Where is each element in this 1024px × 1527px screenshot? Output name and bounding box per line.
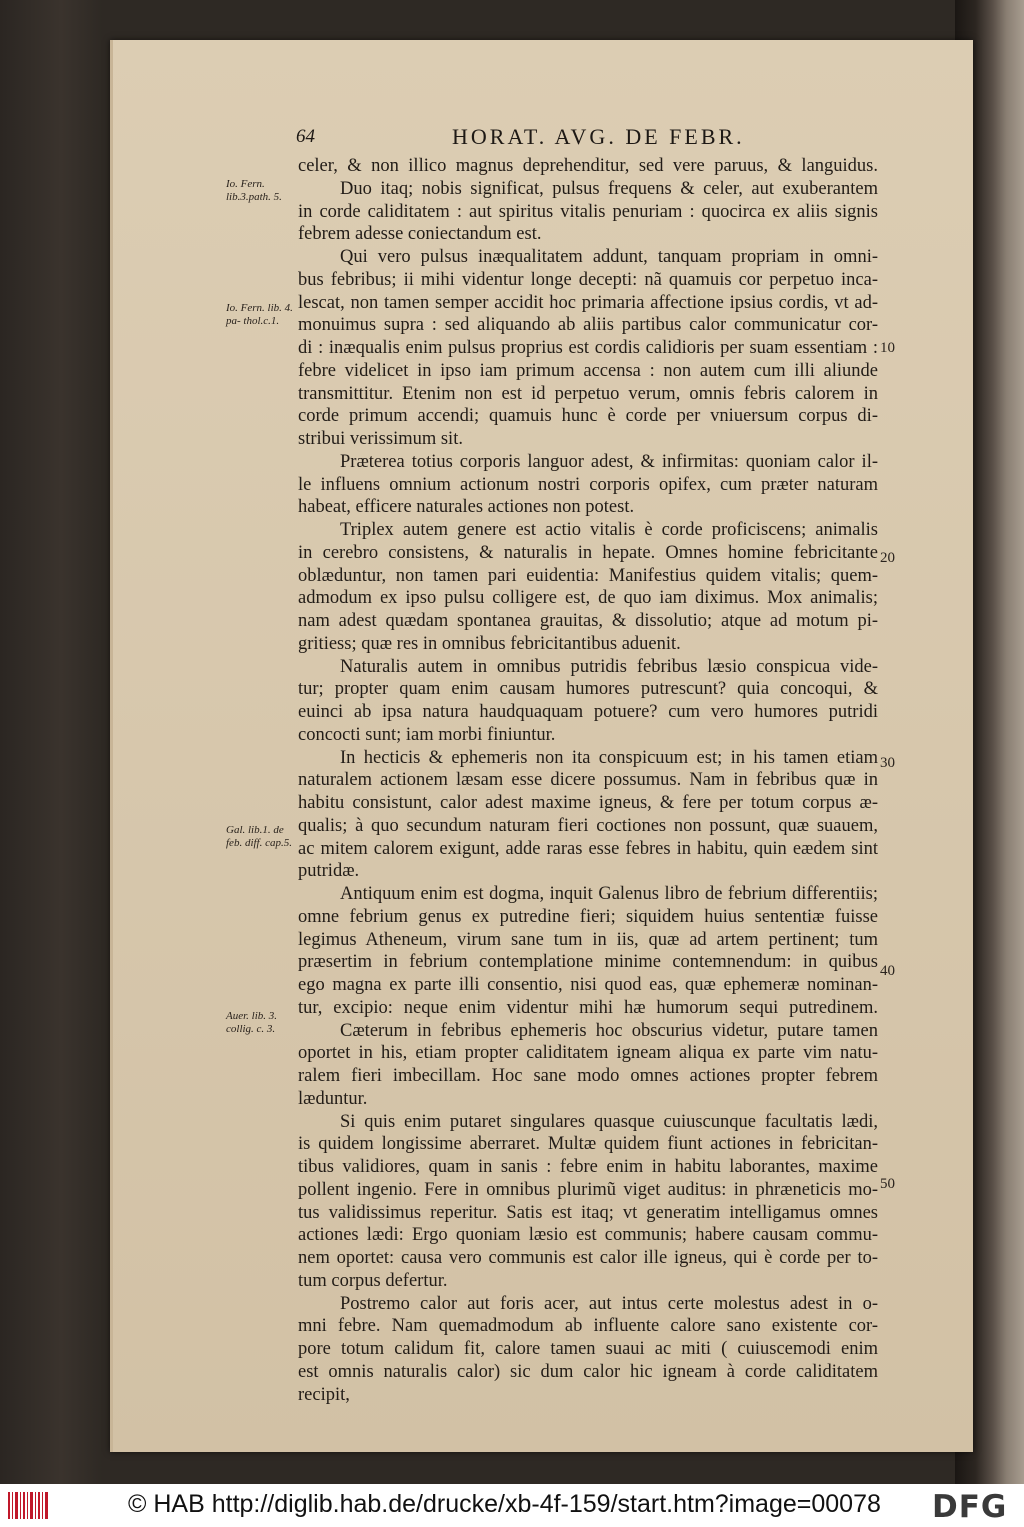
text-line: Triplex autem genere est actio vitalis è corde proficiscens; animalis <box>340 520 878 540</box>
text-line: omne febrium genus ex putredine fieri; siquidem huius sententiæ fuisse <box>298 906 878 927</box>
text-line: celer, & non illico magnus deprehenditur, sed vere paruus, & languidus. <box>298 156 878 176</box>
text-line: febre videlicet in ipso iam primum accensa : non autem cum illi aliunde <box>298 360 878 381</box>
page-number: 64 <box>296 126 315 147</box>
text-line: Qui vero pulsus inæqualitatem addunt, tanquam propriam in omni- <box>340 247 878 267</box>
text-line: oportet in his, etiam propter caliditatem igneam aliqua ex parte vim natu- <box>298 1043 878 1064</box>
viewer-footer <box>0 1484 1024 1527</box>
text-line: Postremo calor aut foris acer, aut intus certe molestus adest in o- <box>340 1293 878 1314</box>
text-line: lescat, non tamen semper accidit hoc primaria affectione ipsius cordis, vt ad- <box>298 292 878 313</box>
text-line: pore totum calidum fit, calore tamen suaui ac miti ( cuiuscemodi enim <box>298 1339 878 1359</box>
text-line: euinci ab ipsa natura haudquaquam potuere? cum vero humores putridi <box>298 702 878 722</box>
text-line: tum corpus defertur. <box>298 1270 448 1291</box>
line-number: 50 <box>880 1176 895 1192</box>
text-line: Præterea totius corporis languor adest, & infirmitas: quoniam calor il- <box>340 451 878 472</box>
text-line: Naturalis autem in omnibus putridis febribus læsio conspicua vide- <box>340 656 878 677</box>
copyright-url[interactable]: © HAB http://diglib.hab.de/drucke/xb-4f-159/start.htm?image=00078 <box>128 1490 881 1518</box>
text-line: admodum ex ipso pulsu colligere est, de quo iam diximus. Mox animalis; <box>298 588 878 609</box>
text-line: qualis; à quo secundum naturam fieri coctiones non possunt, quæ suauem, <box>298 815 878 836</box>
body-text <box>298 155 878 1406</box>
text-line: recipit, <box>298 1384 350 1405</box>
text-line: tus validissimus reperitur. Satis est itaq; vt generatim intelligamus omnes <box>298 1202 878 1223</box>
text-line: in cerebro consistens, & naturalis in hepate. Omnes homine febricitante <box>298 542 878 563</box>
text-line: le influens omnium actionum nostri corporis opifex, cum præter naturam <box>298 474 878 495</box>
text-line: nem oportet: causa vero communis est calor ille igneus, qui è corde per to- <box>298 1248 878 1268</box>
text-line: monuimus supra : sed aliquando ab aliis partibus calor communicatur cor- <box>298 315 878 336</box>
line-number: 20 <box>880 550 895 566</box>
text-line: præsertim in febrium contemplatione minime contemnendum: in quibus <box>298 952 878 973</box>
text-line: bus febribus; ii mihi videntur longe decepti: nã quamuis cor perpetuo inca- <box>298 269 878 290</box>
text-line: læduntur. <box>298 1088 368 1109</box>
text-line: pollent ingenio. Fere in omnibus plurimũ viget auditus: in phræneticis mo- <box>298 1179 878 1200</box>
text-line: Antiquum enim est dogma, inquit Galenus libro de febrium differentiis; <box>340 884 878 904</box>
text-line: nam adest quædam spontanea grauitas, & dissolutio; atque ad motum pi- <box>298 611 878 631</box>
text-line: tibus validiores, quam in sanis : febre enim in habitu laborantes, maxime <box>298 1157 878 1177</box>
text-line: corde primum accendi; quamuis hunc è corde per vniuersum corpus di- <box>298 406 878 427</box>
text-line: putridæ. <box>298 861 360 882</box>
text-line: tur, excipio: neque enim videntur mihi hæ humorum sequi putredinem. <box>298 997 878 1018</box>
line-number: 30 <box>880 755 895 771</box>
line-number: 10 <box>880 340 895 356</box>
margin-note: Gal. lib.1. de feb. diff. cap.5. <box>226 824 292 849</box>
text-line: di : inæqualis enim pulsus proprius est cordis calidioris per suam essentiam : <box>298 338 878 358</box>
running-title: HORAT. AVG. DE FEBR. <box>452 124 745 149</box>
text-line: naturalem actionem læsam esse dicere possumus. Nam in febribus quæ in <box>298 770 878 791</box>
text-line: oblæduntur, non tamen pari euidentia: Manifestius quidem vitalis; quem- <box>298 565 878 586</box>
text-line: ego magna ex parte illi consentio, nisi quod eas, quæ ephemeræ nominan- <box>298 975 878 995</box>
text-line: mni febre. Nam quemadmodum ab influente calore sano existente cor- <box>298 1316 878 1337</box>
margin-note: Auer. lib. 3. collig. c. 3. <box>226 1010 278 1035</box>
text-line: gritiess; quæ res in omnibus febricitantibus aduenit. <box>298 633 681 654</box>
text-line: in corde caliditatem : aut spiritus vitalis penuriam : quocirca ex aliis signis <box>298 201 878 222</box>
page-header <box>296 124 876 152</box>
text-line: Cæterum in febribus ephemeris hoc obscurius videtur, putare tamen <box>340 1020 878 1041</box>
text-line: actiones lædi: Ergo quoniam læsio est communis; habere causam commu- <box>298 1225 878 1246</box>
text-line: legimus Atheneum, virum sane tum in iis, quæ ad artem pertinent; tum <box>298 929 878 950</box>
margin-note: Io. Fern. lib.3.path. 5. <box>226 178 282 203</box>
text-line: tur; propter quam enim causam humores putrescunt? quia concoqui, & <box>298 679 878 700</box>
text-line: is quidem longissime aberraret. Multæ quidem fiunt actiones in febricitan- <box>298 1134 878 1155</box>
line-number: 40 <box>880 963 895 979</box>
text-line: concocti sunt; iam morbi finiuntur. <box>298 724 556 745</box>
text-line: Duo itaq; nobis significat, pulsus frequens & celer, aut exuberantem <box>340 178 878 199</box>
text-line: est omnis naturalis calor) sic dum calor hic igneam à corde caliditatem <box>298 1361 878 1382</box>
dfg-logo: DFG <box>932 1489 1008 1525</box>
text-line: habitu consistunt, calor adest maxime igneus, & fere per totum corpus æ- <box>298 793 878 813</box>
text-line: ac mitem calorem exigunt, adde raras esse febres in habitu, quin eædem sint <box>298 838 878 859</box>
text-line: In hecticis & ephemeris non ita conspicuum est; in his tamen etiam <box>340 747 878 768</box>
margin-note: Io. Fern. lib. 4. pa- thol.c.1. <box>226 302 293 327</box>
text-line: ralem fieri imbecillam. Hoc sane modo omnes actiones propter febrem <box>298 1066 878 1086</box>
barcode-icon <box>8 1492 50 1519</box>
text-line: habeat, efficere naturales actiones non potest. <box>298 497 635 518</box>
text-line: febrem adesse coniectandum est. <box>298 224 542 245</box>
text-line: transmittitur. Etenim non est id perpetuo verum, omnis febris calorem in <box>298 383 878 404</box>
text-line: stribui verissimum sit. <box>298 429 463 449</box>
text-line: Si quis enim putaret singulares quasque cuiuscunque facultatis lædi, <box>340 1111 878 1132</box>
